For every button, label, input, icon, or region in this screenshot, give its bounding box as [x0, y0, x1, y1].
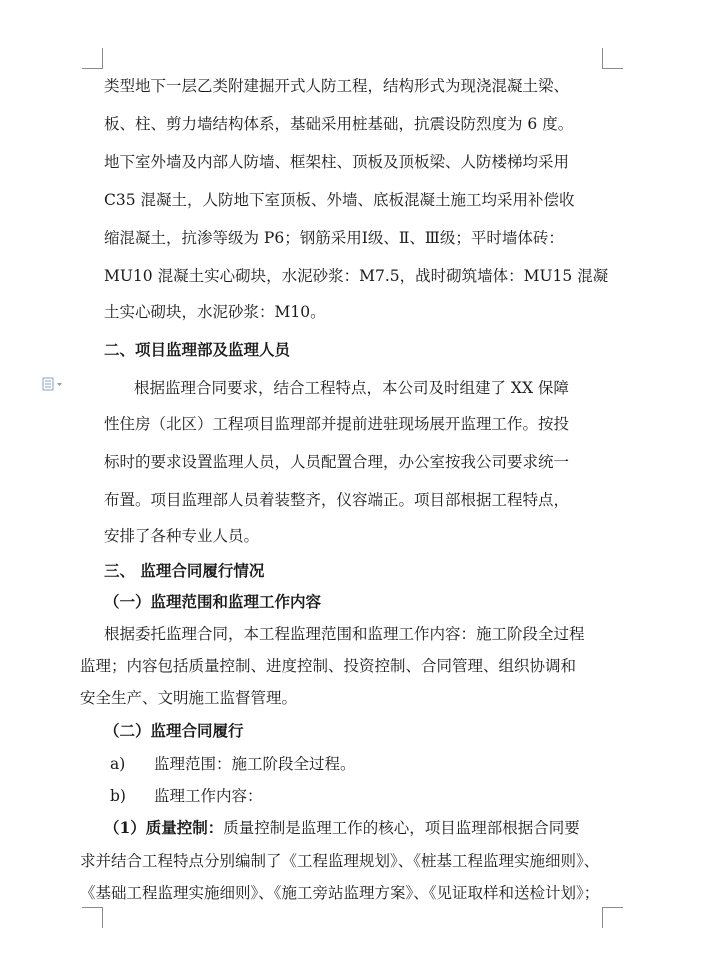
para1-line: C35 混凝土，人防地下室顶板、外墙、底板混凝土施工均采用补偿收	[104, 191, 575, 209]
quality-line-3: 《基础工程监理实施细则》、《施工旁站监理方案》、《见证取样和送检计划》；	[80, 884, 600, 902]
para1-line: MU10 混凝土实心砌块，水泥砂浆：M7.5，战时砌筑墙体：MU15 混凝	[104, 267, 609, 285]
margin-corner-top-left	[82, 48, 103, 69]
list-marker: b)	[110, 787, 126, 805]
subsection-heading-1: （一）监理范围和监理工作内容	[104, 592, 322, 611]
para3-line: 监理；内容包括质量控制、进度控制、投资控制、合同管理、组织协调和	[80, 657, 577, 675]
list-item-text: 监理范围：施工阶段全过程。	[154, 755, 356, 773]
para3-line: 根据委托监理合同，本工程监理范围和监理工作内容：施工阶段全过程	[104, 625, 585, 643]
quality-line-1	[104, 818, 580, 838]
para3-line: 安全生产、文明施工监督管理。	[80, 689, 298, 707]
para2-line: 根据监理合同要求，结合工程特点，本公司及时组建了 XX 保障	[134, 379, 569, 397]
section-heading-3: 三、 监理合同履行情况	[104, 561, 265, 580]
quality-line-1-text: 质量控制是监理工作的核心，项目监理部根据合同要	[223, 819, 580, 837]
paragraph-options-icon[interactable]	[42, 377, 64, 391]
margin-corner-bottom-left	[82, 907, 103, 928]
subsection-heading-2: （二）监理合同履行	[104, 721, 244, 740]
para1-line: 地下室外墙及内部人防墙、框架柱、顶板及顶板梁、人防楼梯均采用	[104, 153, 570, 171]
para2-line: 标时的要求设置监理人员，人员配置合理，办公室按我公司要求统一	[104, 453, 570, 471]
para2-line: 性住房（北区）工程项目监理部并提前进驻现场展开监理工作。按投	[104, 415, 570, 433]
list-marker: a)	[110, 755, 126, 773]
para1-line: 类型地下一层乙类附建掘开式人防工程，结构形式为现浇混凝土梁、	[104, 77, 570, 95]
para2-line: 布置。项目监理部人员着装整齐，仪容端正。项目部根据工程特点，	[104, 491, 570, 509]
margin-corner-bottom-right	[602, 907, 623, 928]
para1-line: 土实心砌块，水泥砂浆：M10。	[104, 303, 326, 321]
para2-line: 安排了各种专业人员。	[104, 527, 260, 545]
margin-corner-top-right	[602, 48, 623, 69]
para1-line: 板、柱、剪力墙结构体系，基础采用桩基础，抗震设防烈度为 6 度。	[104, 115, 574, 133]
list-item-text: 监理工作内容：	[154, 787, 263, 805]
quality-label: （1）质量控制：	[104, 818, 224, 837]
para1-line: 缩混凝土，抗渗等级为 P6；钢筋采用Ⅰ级、Ⅱ、Ⅲ级；平时墙体砖：	[104, 229, 564, 247]
section-heading-2: 二、项目监理部及监理人员	[104, 340, 291, 359]
quality-line-2: 求并结合工程特点分别编制了《工程监理规划》、《桩基工程监理实施细则》、	[80, 852, 600, 870]
